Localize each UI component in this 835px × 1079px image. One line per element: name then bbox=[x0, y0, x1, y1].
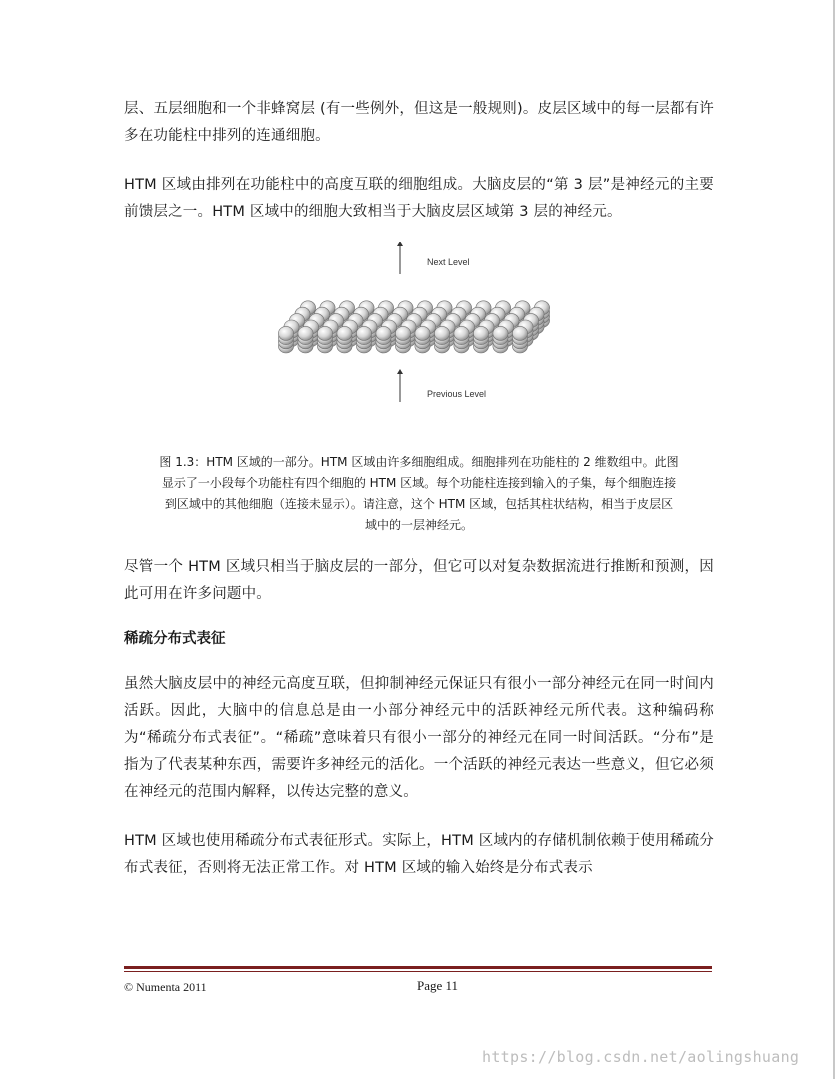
section-heading: 稀疏分布式表征 bbox=[124, 631, 226, 647]
cell bbox=[278, 326, 293, 340]
footer-rule-thin bbox=[124, 971, 712, 972]
caption-line: 显示了一小段每个功能柱有四个细胞的 HTM 区域。每个功能柱连接到输入的子集，每个细胞连接 bbox=[161, 476, 677, 490]
paragraph-2: HTM 区域由排列在功能柱中的高度互联的细胞组成。大脑皮层的“第 3 层”是神经元的主要前馈层之一。HTM 区域中的细胞大致相当于大脑皮层区域第 3 层的神经元。 bbox=[124, 177, 714, 220]
footer-page-number: Page 11 bbox=[417, 978, 459, 993]
cell bbox=[356, 326, 371, 340]
next-level-label: Next Level bbox=[427, 257, 470, 267]
cell bbox=[454, 326, 469, 340]
figure-htm-region bbox=[124, 242, 714, 448]
cell bbox=[317, 326, 332, 340]
cell-column bbox=[298, 326, 313, 353]
cell-column bbox=[356, 326, 371, 353]
cell-column bbox=[395, 326, 410, 353]
next-level-arrow bbox=[397, 242, 403, 274]
previous-level-label: Previous Level bbox=[427, 389, 487, 399]
cell-column bbox=[454, 326, 469, 353]
cell bbox=[298, 326, 313, 340]
cell bbox=[434, 326, 449, 340]
cell bbox=[493, 326, 508, 340]
caption-line: 到区域中的其他细胞（连接未显示）。请注意，这个 HTM 区域，包括其柱状结构，相当于皮层区 bbox=[164, 497, 674, 511]
figure-caption bbox=[130, 452, 708, 536]
paragraph-4: 虽然大脑皮层中的神经元高度互联，但抑制神经元保证只有很小一部分神经元在同一时间内活跃。因此，大脑中的信息总是由一小部分神经元中的活跃神经元所代表。这种编码称为“稀疏分布式表征”。“稀疏”意味着只有很小一部分的神经元在同一时间活跃。“分布”是指为了代表某种东西，需要许多神经元的活化。一个活跃的神经元表达一些意义，但它必须在神经元的范围内解释，以传达完整的意义。 bbox=[124, 676, 714, 800]
cell bbox=[337, 326, 352, 340]
cell-column bbox=[493, 326, 508, 353]
cell bbox=[395, 326, 410, 340]
paragraph-3: 尽管一个 HTM 区域只相当于脑皮层的一部分，但它可以对复杂数据流进行推断和预测，因此可用在许多问题中。 bbox=[124, 559, 714, 602]
footer-copyright: © Numenta 2011 bbox=[124, 980, 207, 994]
cell-column bbox=[337, 326, 352, 353]
cell bbox=[473, 326, 488, 340]
htm-region-diagram bbox=[124, 242, 714, 448]
cell-column bbox=[512, 326, 527, 353]
cell-column bbox=[278, 326, 293, 353]
cell-column bbox=[415, 326, 430, 353]
caption-line: 域中的一层神经元。 bbox=[364, 518, 473, 532]
caption-line: 图 1.3：HTM 区域的一部分。HTM 区域由许多细胞组成。细胞排列在功能柱的 2 维数组中。此图 bbox=[159, 455, 679, 469]
cell-column bbox=[434, 326, 449, 353]
watermark-url: https://blog.csdn.net/aolingshuang bbox=[482, 1048, 800, 1066]
cell bbox=[512, 326, 527, 340]
page-content bbox=[124, 96, 714, 882]
cell-grid bbox=[278, 301, 549, 353]
cell-column bbox=[473, 326, 488, 353]
paragraph-5: HTM 区域也使用稀疏分布式表征形式。实际上，HTM 区域内的存储机制依赖于使用稀疏分布式表征，否则将无法正常工作。对 HTM 区域的输入始终是分布式表示 bbox=[124, 833, 714, 876]
cell bbox=[376, 326, 391, 340]
previous-level-arrow bbox=[397, 369, 403, 402]
footer-rule-thick bbox=[124, 966, 712, 969]
cell bbox=[415, 326, 430, 340]
paragraph-1: 层、五层细胞和一个非蜂窝层 (有一些例外，但这是一般规则)。皮层区域中的每一层都有许多在功能柱中排列的连通细胞。 bbox=[124, 101, 714, 144]
cell-column bbox=[317, 326, 332, 353]
cell-column bbox=[376, 326, 391, 353]
